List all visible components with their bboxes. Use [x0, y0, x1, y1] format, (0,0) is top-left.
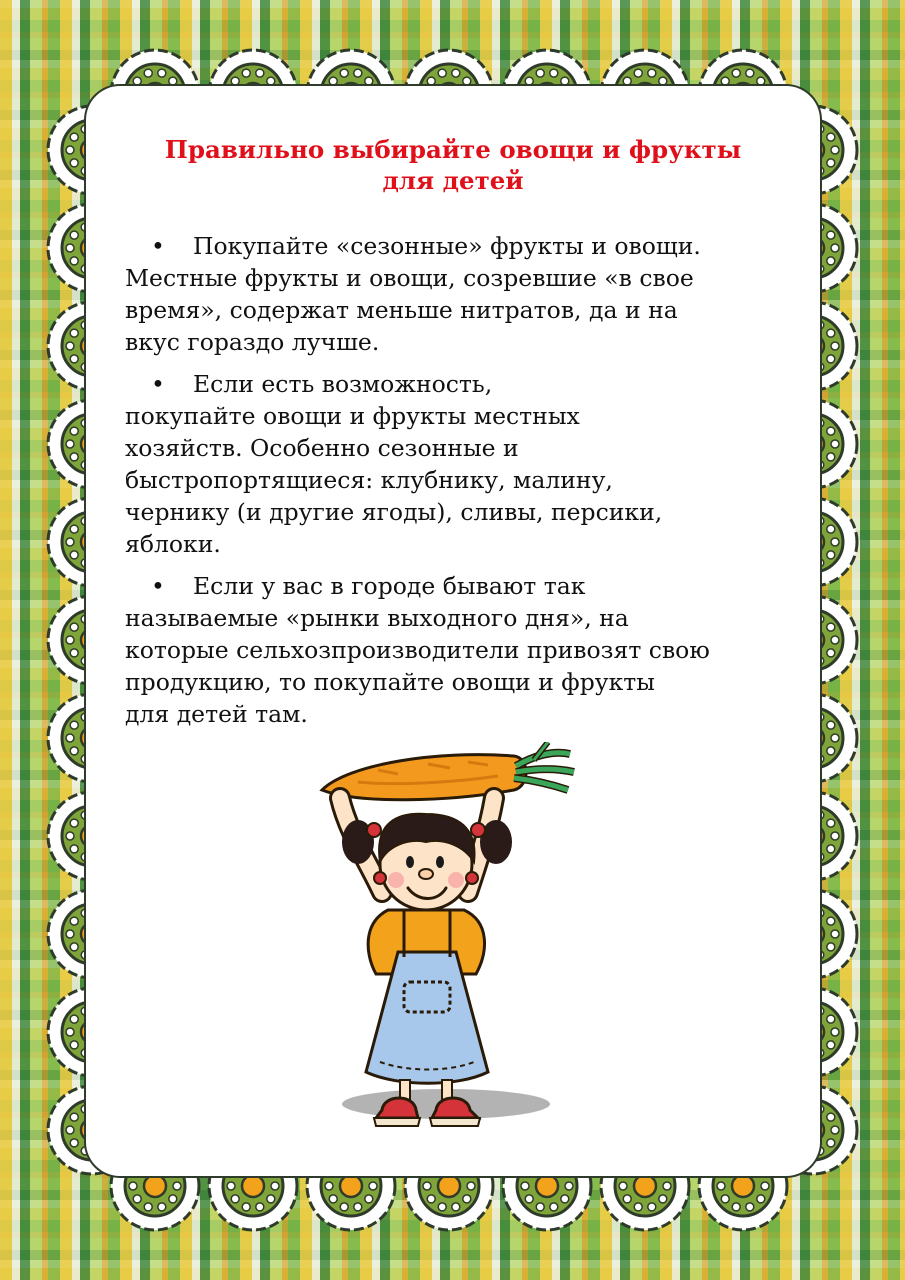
bullet-icon: •	[151, 232, 165, 260]
tip-1-line-3: вкус гораздо лучше.	[125, 328, 380, 356]
tip-2-line-1: покупайте овощи и фрукты местных	[125, 402, 580, 430]
title-line-1: Правильно выбирайте овощи и фрукты	[164, 135, 742, 164]
tip-paragraph-2	[125, 368, 785, 560]
tip-3-line-1: называемые «рынки выходного дня», на	[125, 604, 629, 632]
tip-2-line-4: чернику (и другие ягоды), сливы, персики,	[125, 498, 663, 526]
tip-2-lead: Если есть возможность,	[193, 370, 493, 398]
bullet-icon: •	[151, 370, 165, 398]
tip-3-lead: Если у вас в городе бывают так	[193, 572, 586, 600]
tip-paragraph-1	[125, 230, 785, 358]
girl-with-carrot-illustration	[318, 742, 578, 1127]
tip-1-lead: Покупайте «сезонные» фрукты и овощи.	[193, 232, 701, 260]
title-line-2: для детей	[382, 166, 524, 195]
tip-paragraph-3	[125, 570, 785, 730]
tip-3-line-3: продукцию, то покупайте овощи и фрукты	[125, 668, 655, 696]
tips-list	[125, 230, 785, 740]
tip-2-line-3: быстропортящиеся: клубнику, малину,	[125, 466, 613, 494]
bullet-icon: •	[151, 572, 165, 600]
tip-1-line-1: Местные фрукты и овощи, созревшие «в свое	[125, 264, 694, 292]
tip-3-line-4: для детей там.	[125, 700, 308, 728]
tip-3-line-2: которые сельхозпроизводители привозят свою	[125, 636, 710, 664]
carrot-icon	[322, 742, 574, 800]
tip-2-line-2: хозяйств. Особенно сезонные и	[125, 434, 519, 462]
content-card	[92, 92, 814, 1170]
tip-2-line-5: яблоки.	[125, 530, 221, 558]
page-title	[92, 134, 814, 196]
tip-1-line-2: время», содержат меньше нитратов, да и на	[125, 296, 678, 324]
